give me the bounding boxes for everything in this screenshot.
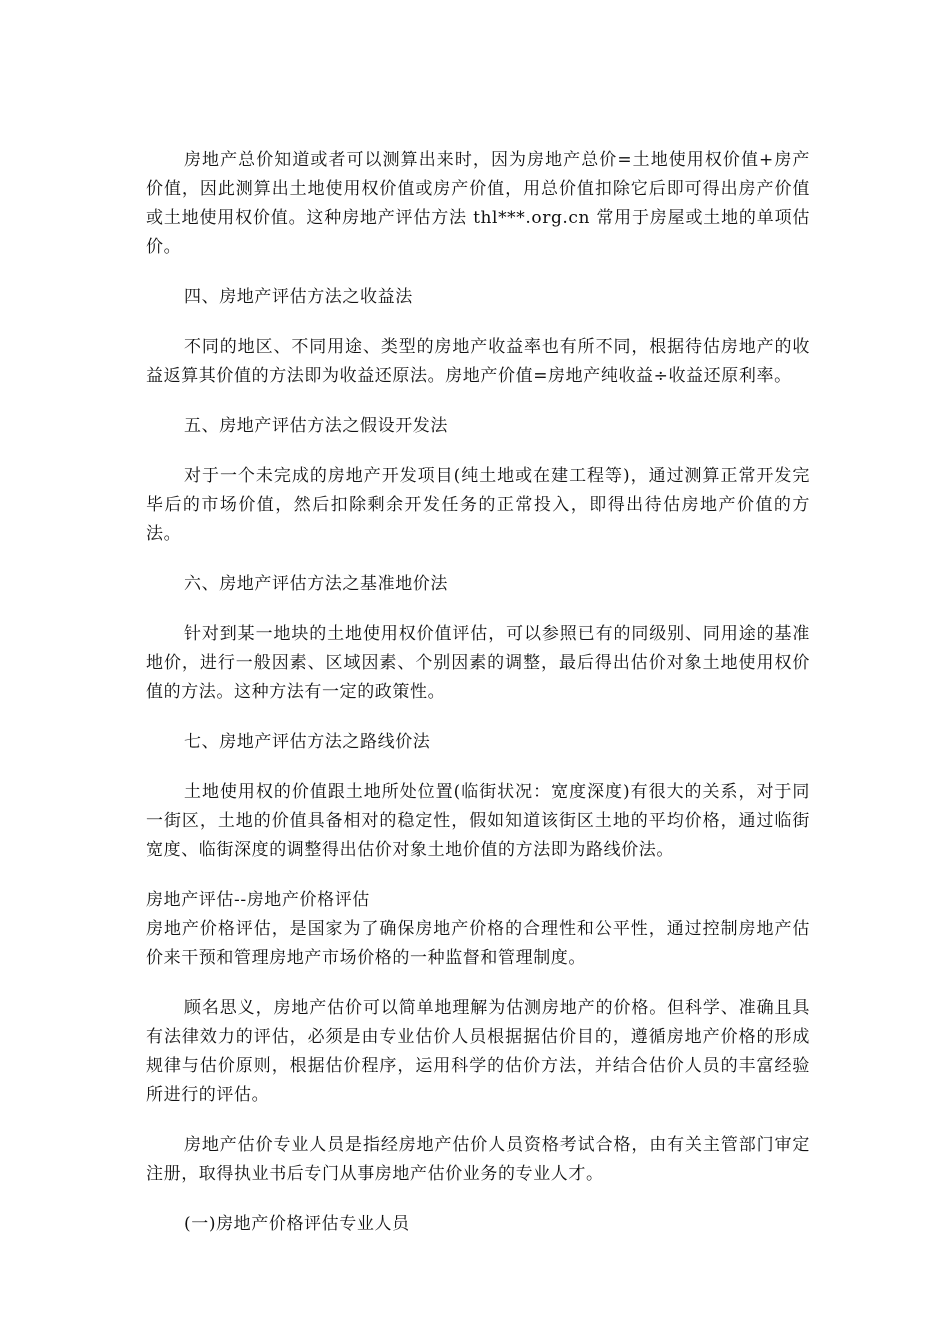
paragraph-hypothetical-development-method: 对于一个未完成的房地产开发项目(纯土地或在建工程等)，通过测算正常开发完毕后的市场价值，然后扣除剩余开发任务的正常投入，即得出待估房地产价值的方法。 [146, 466, 810, 544]
heading-benchmark-land-price-method: 六、房地产评估方法之基准地价法 [184, 574, 448, 594]
section-title-price-appraisal: 房地产评估--房地产价格评估 [146, 890, 370, 910]
paragraph-appraisal-meaning: 顾名思义，房地产估价可以简单地理解为估测房地产的价格。但科学、准确且具有法律效力的评估，必须是由专业估价人员根据据估价目的，遵循房地产价格的形成规律与估价原则，根据估价程序，运用科学的估价方法，并结合估价人员的丰富经验所进行的评估。 [146, 998, 810, 1105]
heading-appraisal-professionals: (一)房地产价格评估专业人员 [184, 1214, 410, 1234]
heading-hypothetical-development-method: 五、房地产评估方法之假设开发法 [184, 416, 448, 436]
paragraph-price-appraisal-definition: 房地产价格评估，是国家为了确保房地产价格的合理性和公平性，通过控制房地产估价来干预和管理房地产市场价格的一种监督和管理制度。 [146, 919, 810, 968]
paragraph-benchmark-land-price-method: 针对到某一地块的土地使用权价值评估，可以参照已有的同级别、同用途的基准地价，进行一般因素、区域因素、个别因素的调整，最后得出估价对象土地使用权价值的方法。这种方法有一定的政策性。 [146, 624, 810, 702]
heading-income-method: 四、房地产评估方法之收益法 [184, 287, 413, 307]
heading-route-price-method: 七、房地产评估方法之路线价法 [184, 732, 431, 752]
paragraph-appraisal-professionals: 房地产估价专业人员是指经房地产估价人员资格考试合格，由有关主管部门审定注册，取得执业书后专门从事房地产估价业务的专业人才。 [146, 1135, 810, 1184]
paragraph-route-price-method: 土地使用权的价值跟土地所处位置(临街状况：宽度深度)有很大的关系，对于同一街区，土地的价值具备相对的稳定性，假如知道该街区土地的平均价格，通过临街宽度、临街深度的调整得出估价对象土地价值的方法即为路线价法。 [146, 782, 810, 860]
paragraph-total-price-method: 房地产总价知道或者可以测算出来时，因为房地产总价=土地使用权价值+房产价值，因此测算出土地使用权价值或房产价值，用总价值扣除它后即可得出房产价值或土地使用权价值。这种房地产评估方法 thl***.org.cn 常用于房屋或土地的单项估价。 [146, 150, 810, 257]
document-body [146, 146, 810, 1260]
paragraph-income-method: 不同的地区、不同用途、类型的房地产收益率也有所不同，根据待估房地产的收益返算其价值的方法即为收益还原法。房地产价值=房地产纯收益÷收益还原利率。 [146, 337, 810, 386]
